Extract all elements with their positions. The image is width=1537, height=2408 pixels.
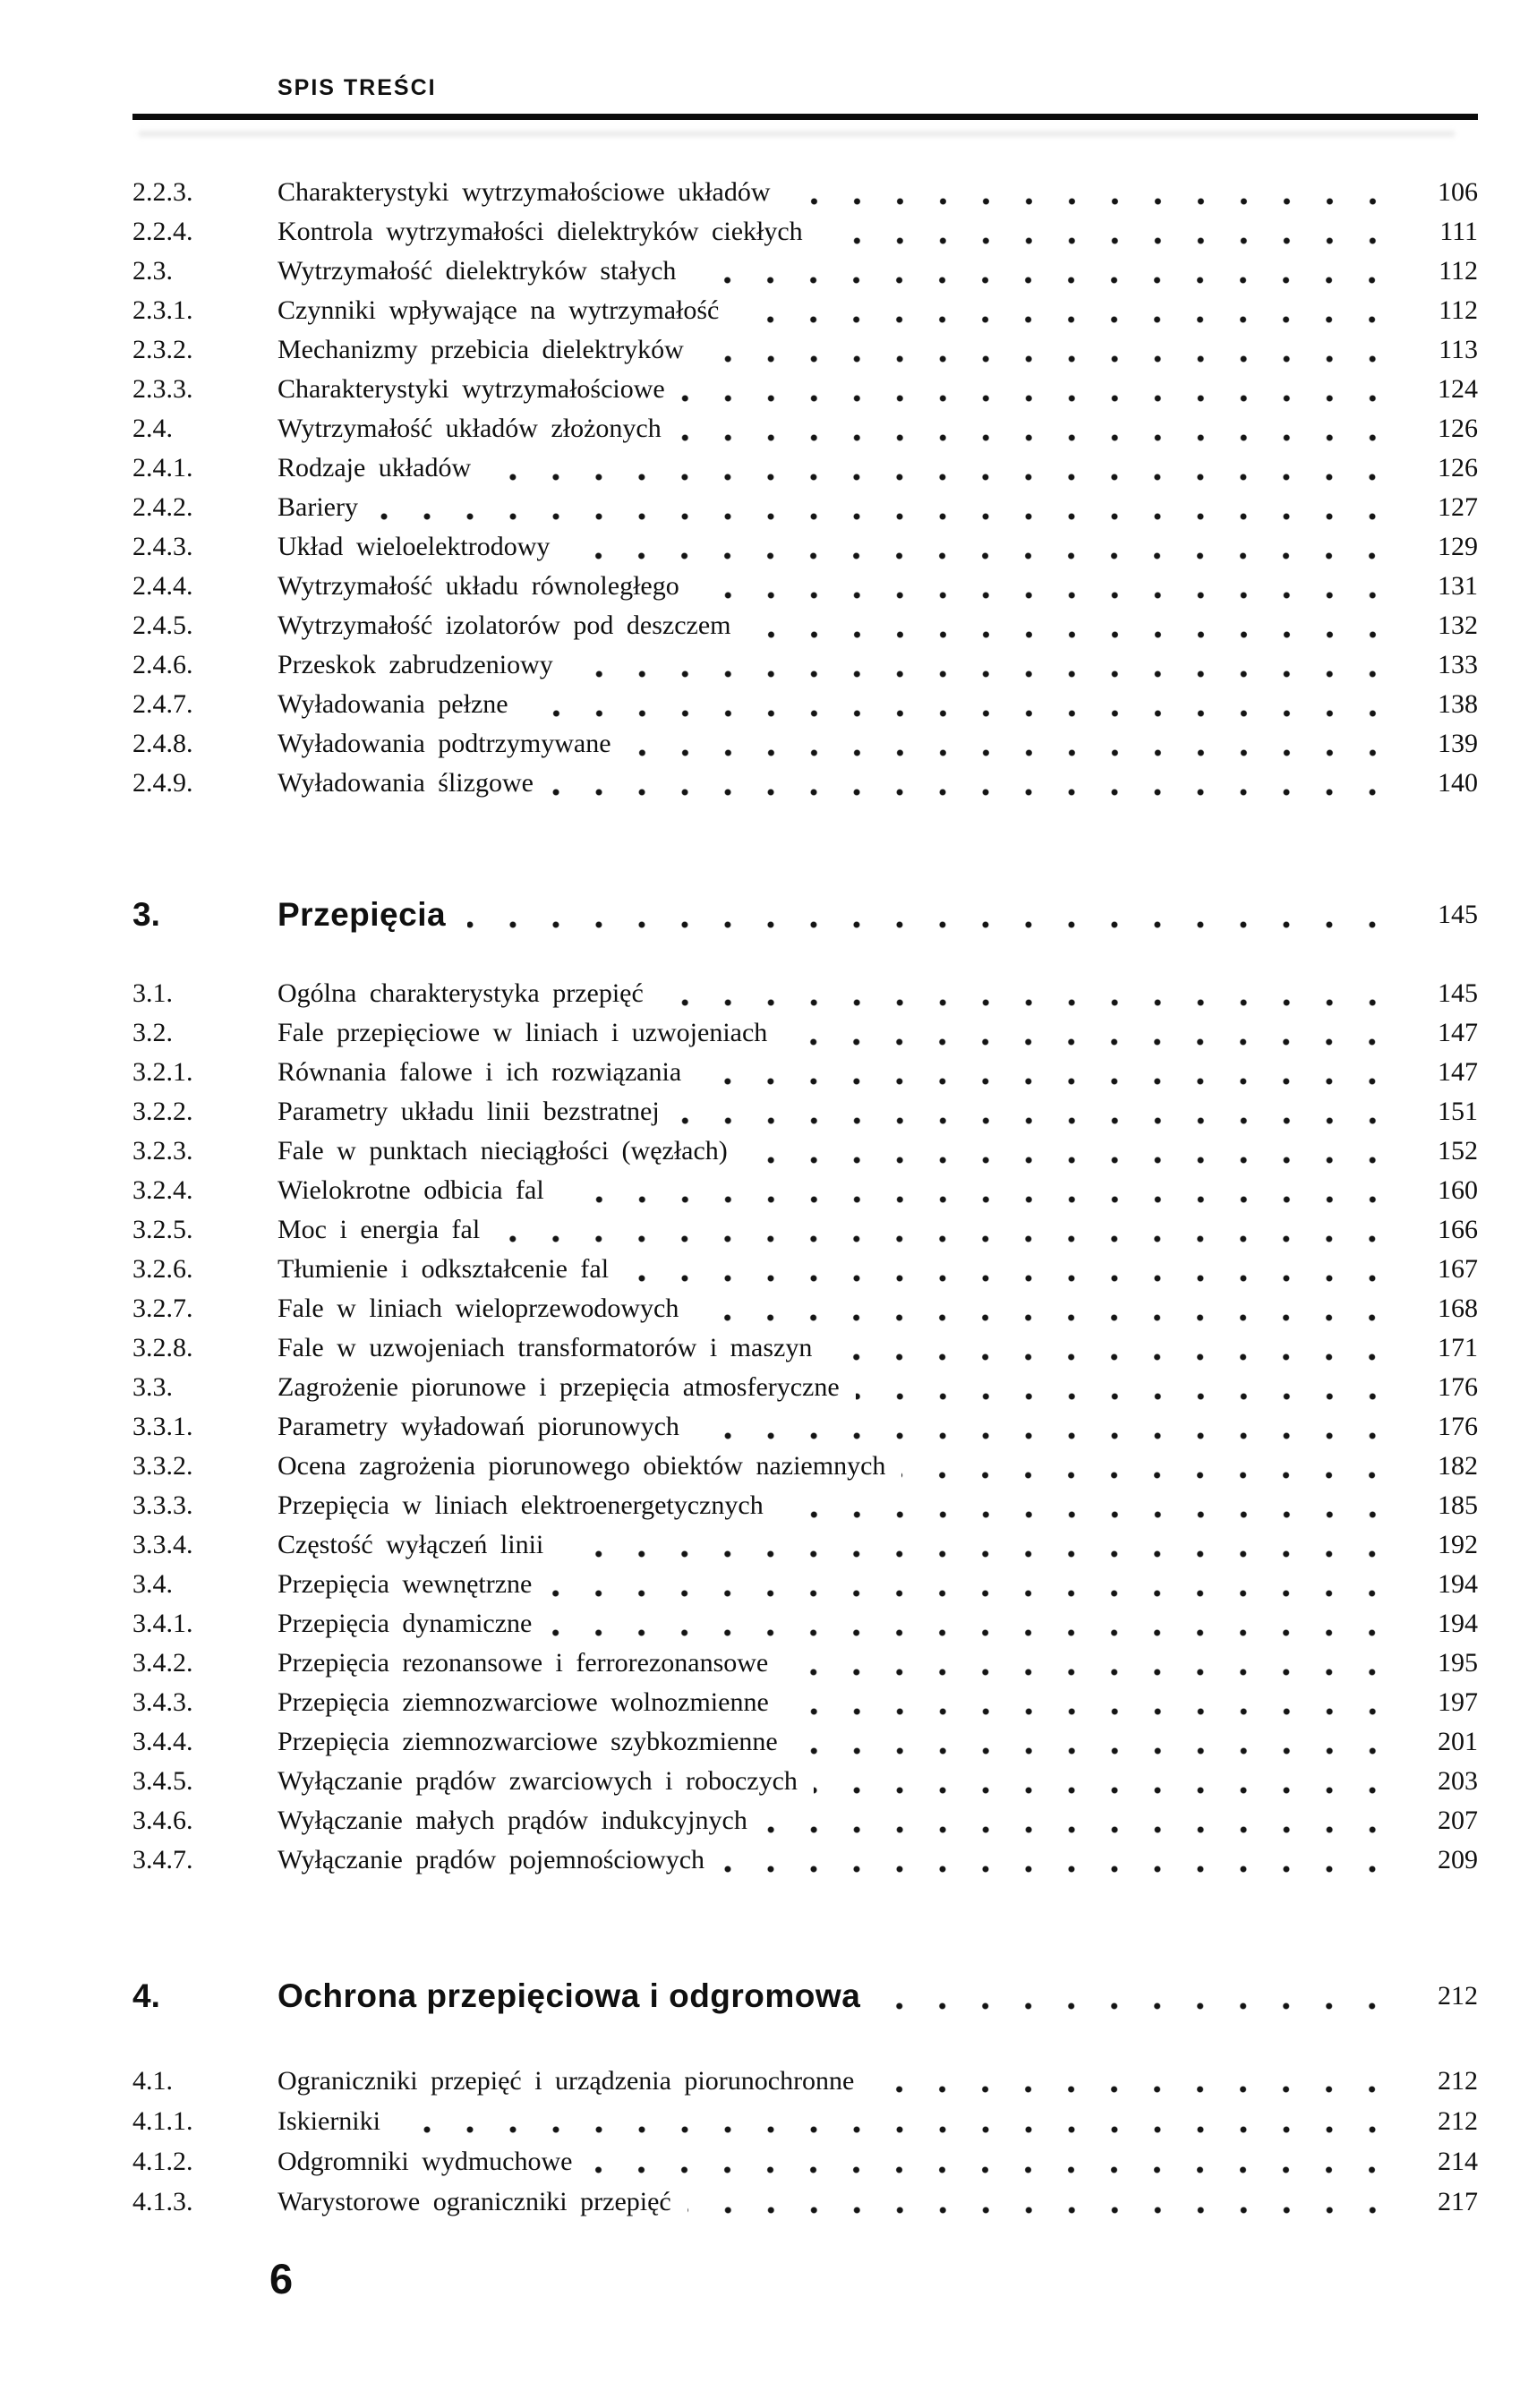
entry-title: Odgromniki wydmuchowe xyxy=(278,2147,573,2176)
toc-entry-row xyxy=(132,1250,1478,1289)
entry-section-number: 3.3.4. xyxy=(132,1530,193,1559)
toc-entry-row xyxy=(132,291,1478,330)
chapter-page-number: 145 xyxy=(1438,900,1478,929)
dot-leader xyxy=(676,1117,1394,1124)
entry-title: Równania falowe i ich rozwiązania xyxy=(278,1057,682,1087)
chapter-title: Przepięcia xyxy=(278,896,447,933)
entry-page-number: 168 xyxy=(1438,1294,1478,1323)
toc-entry-row xyxy=(132,173,1478,212)
dot-leader xyxy=(819,237,1394,244)
entry-section-number: 2.4.3. xyxy=(132,532,193,561)
dot-leader xyxy=(764,1826,1394,1833)
entry-title: Fale w liniach wieloprzewodowych xyxy=(278,1294,679,1323)
entry-page-number: 145 xyxy=(1438,978,1478,1008)
toc-entry-row xyxy=(132,1525,1478,1565)
toc-chapter4-heading-row xyxy=(132,1969,1478,2023)
chapter-number: 3. xyxy=(132,896,160,933)
entry-title: Fale w uzwojeniach transformatorów i maszyn xyxy=(278,1333,813,1362)
entry-page-number: 124 xyxy=(1438,374,1478,404)
entry-page-number: 160 xyxy=(1438,1175,1478,1205)
toc-entry-row xyxy=(132,645,1478,685)
toc-entry-row xyxy=(132,1447,1478,1486)
footer-page-number: 6 xyxy=(269,2255,294,2302)
dot-leader xyxy=(588,2166,1394,2173)
toc-entry-row xyxy=(132,2182,1478,2222)
entry-title: Ocena zagrożenia piorunowego obiektów naziemnych xyxy=(278,1451,886,1481)
dot-leader xyxy=(695,1314,1394,1321)
entry-page-number: 182 xyxy=(1438,1451,1478,1481)
entry-title: Warystorowe ograniczniki przepięć xyxy=(278,2187,671,2216)
entry-section-number: 2.4.9. xyxy=(132,768,193,798)
entry-title: Kontrola wytrzymałości dielektryków ciekłych xyxy=(278,217,803,246)
entry-title: Wielokrotne odbicia fal xyxy=(278,1175,544,1205)
dot-leader xyxy=(374,513,1394,520)
dot-leader xyxy=(525,710,1394,717)
dot-leader xyxy=(700,355,1394,363)
dot-leader xyxy=(569,670,1394,678)
entry-section-number: 2.4.5. xyxy=(132,611,193,640)
toc-entry-row xyxy=(132,1368,1478,1407)
entry-section-number: 3.2.1. xyxy=(132,1057,193,1087)
entry-section-number: 3.2.6. xyxy=(132,1254,193,1284)
toc-entry-row xyxy=(132,764,1478,803)
toc-entry-row xyxy=(132,974,1478,1013)
entry-title: Przeskok zabrudzeniowy xyxy=(278,650,553,679)
chapter-title: Ochrona przepięciowa i odgromowa xyxy=(278,1977,861,2014)
entry-title: Parametry układu linii bezstratnej xyxy=(278,1097,660,1126)
entry-section-number: 3.2.3. xyxy=(132,1136,193,1166)
entry-section-number: 2.4.6. xyxy=(132,650,193,679)
entry-section-number: 2.3.1. xyxy=(132,295,193,325)
dot-leader xyxy=(467,921,1394,928)
entry-page-number: 195 xyxy=(1438,1648,1478,1678)
entry-page-number: 147 xyxy=(1438,1057,1478,1087)
dot-leader xyxy=(814,1787,1394,1794)
entry-section-number: 2.4. xyxy=(132,414,173,443)
entry-title: Wyłączanie prądów zwarciowych i roboczych xyxy=(278,1766,798,1796)
dot-leader xyxy=(721,1866,1394,1873)
toc-entry-row xyxy=(132,1013,1478,1053)
entry-page-number: 212 xyxy=(1438,2106,1478,2136)
entry-page-number: 217 xyxy=(1438,2187,1478,2216)
toc-entry-row xyxy=(132,724,1478,764)
dot-leader xyxy=(696,592,1394,599)
entry-section-number: 3.2.2. xyxy=(132,1097,193,1126)
entry-page-number: 139 xyxy=(1438,729,1478,758)
dot-leader xyxy=(744,1157,1394,1164)
entry-section-number: 3.3.2. xyxy=(132,1451,193,1481)
toc-chapter4-entry-list xyxy=(132,2061,1478,2222)
dot-leader xyxy=(696,1432,1394,1439)
toc-entry-row xyxy=(132,1171,1478,1210)
toc-entry-row xyxy=(132,2061,1478,2101)
entry-page-number: 132 xyxy=(1438,611,1478,640)
entry-title: Przepięcia rezonansowe i ferrorezonansowe xyxy=(278,1648,769,1678)
entry-page-number: 131 xyxy=(1438,571,1478,601)
entry-section-number: 3.2.8. xyxy=(132,1333,193,1362)
entry-section-number: 3.4.6. xyxy=(132,1806,193,1835)
dot-leader xyxy=(747,631,1394,638)
dot-leader xyxy=(870,2086,1394,2093)
entry-title: Przepięcia dynamiczne xyxy=(278,1609,533,1638)
dot-leader xyxy=(735,316,1394,323)
entry-page-number: 212 xyxy=(1438,2066,1478,2096)
entry-page-number: 209 xyxy=(1438,1845,1478,1874)
entry-title: Moc i energia fal xyxy=(278,1215,481,1244)
entry-section-number: 4.1.2. xyxy=(132,2147,193,2176)
entry-title: Rodzaje układów xyxy=(278,453,472,482)
entry-section-number: 3.4.4. xyxy=(132,1727,193,1756)
entry-section-number: 3.2.5. xyxy=(132,1215,193,1244)
entry-page-number: 176 xyxy=(1438,1412,1478,1441)
entry-section-number: 3.4.3. xyxy=(132,1687,193,1717)
scan-artifact xyxy=(139,132,1455,136)
toc-chapter3-entry-list xyxy=(132,974,1478,1880)
dot-leader xyxy=(548,1590,1394,1597)
dot-leader xyxy=(882,2002,1394,2010)
entry-title: Częstość wyłączeń linii xyxy=(278,1530,544,1559)
entry-title: Zagrożenie piorunowe i przepięcia atmosferyczne xyxy=(278,1372,840,1402)
toc-entry-row xyxy=(132,1722,1478,1762)
entry-section-number: 3.2.7. xyxy=(132,1294,193,1323)
entry-page-number: 126 xyxy=(1438,414,1478,443)
dot-leader xyxy=(660,999,1394,1006)
entry-page-number: 207 xyxy=(1438,1806,1478,1835)
entry-title: Wytrzymałość układów złożonych xyxy=(278,414,662,443)
toc-entry-row xyxy=(132,1092,1478,1131)
entry-title: Układ wieloelektrodowy xyxy=(278,532,551,561)
toc-entry-row xyxy=(132,212,1478,252)
dot-leader xyxy=(566,552,1394,559)
chapter-number: 4. xyxy=(132,1977,160,2014)
dot-leader xyxy=(787,198,1394,205)
entry-title: Wyładowania podtrzymywane xyxy=(278,729,611,758)
toc-entry-row xyxy=(132,1328,1478,1368)
toc-entry-row xyxy=(132,2101,1478,2141)
entry-section-number: 2.2.4. xyxy=(132,217,193,246)
entry-page-number: 201 xyxy=(1438,1727,1478,1756)
dot-leader xyxy=(697,1078,1394,1085)
entry-title: Wyładowania pełzne xyxy=(278,689,508,719)
dot-leader xyxy=(780,1511,1394,1518)
toc-entry-row xyxy=(132,252,1478,291)
toc-entry-row xyxy=(132,330,1478,370)
entry-title: Bariery xyxy=(278,492,358,522)
dot-leader xyxy=(794,1747,1394,1755)
entry-section-number: 2.4.2. xyxy=(132,492,193,522)
entry-page-number: 194 xyxy=(1438,1569,1478,1599)
entry-title: Ogólna charakterystyka przepięć xyxy=(278,978,644,1008)
entry-section-number: 4.1.3. xyxy=(132,2187,193,2216)
dot-leader xyxy=(828,1353,1394,1361)
entry-title: Wytrzymałość dielektryków stałych xyxy=(278,256,677,286)
toc-entry-row xyxy=(132,409,1478,448)
toc-entry-row xyxy=(132,527,1478,567)
entry-page-number: 106 xyxy=(1438,177,1478,207)
toc-entry-row xyxy=(132,1683,1478,1722)
dot-leader xyxy=(687,2207,1394,2214)
entry-section-number: 3.3.3. xyxy=(132,1490,193,1520)
entry-section-number: 3.4.5. xyxy=(132,1766,193,1796)
entry-section-number: 2.3.3. xyxy=(132,374,193,404)
toc-entry-row xyxy=(132,1407,1478,1447)
entry-page-number: 133 xyxy=(1438,650,1478,679)
toc-entry-row xyxy=(132,1289,1478,1328)
dot-leader xyxy=(628,749,1394,756)
dot-leader xyxy=(548,1629,1394,1636)
entry-page-number: 126 xyxy=(1438,453,1478,482)
toc-entry-row xyxy=(132,606,1478,645)
entry-section-number: 3.4.7. xyxy=(132,1845,193,1874)
entry-title: Parametry wyładowań piorunowych xyxy=(278,1412,679,1441)
dot-leader xyxy=(692,277,1394,284)
entry-title: Wytrzymałość układu równoległego xyxy=(278,571,679,601)
page-title: SPIS TREŚCI xyxy=(278,75,437,100)
toc-entry-row xyxy=(132,1762,1478,1801)
entry-page-number: 176 xyxy=(1438,1372,1478,1402)
entry-title: Fale w punktach nieciągłości (węzłach) xyxy=(278,1136,728,1166)
entry-section-number: 3.3.1. xyxy=(132,1412,193,1441)
entry-section-number: 2.3. xyxy=(132,256,173,286)
dot-leader xyxy=(784,1669,1394,1676)
entry-page-number: 152 xyxy=(1438,1136,1478,1166)
entry-page-number: 113 xyxy=(1439,335,1478,364)
entry-page-number: 151 xyxy=(1438,1097,1478,1126)
entry-page-number: 140 xyxy=(1438,768,1478,798)
entry-section-number: 2.2.3. xyxy=(132,177,193,207)
dot-leader xyxy=(487,474,1394,481)
entry-page-number: 192 xyxy=(1438,1530,1478,1559)
dot-leader xyxy=(678,434,1394,441)
entry-section-number: 2.4.8. xyxy=(132,729,193,758)
entry-section-number: 4.1.1. xyxy=(132,2106,193,2136)
dot-leader xyxy=(785,1708,1394,1715)
entry-page-number: 129 xyxy=(1438,532,1478,561)
entry-page-number: 197 xyxy=(1438,1687,1478,1717)
entry-section-number: 3.4.2. xyxy=(132,1648,193,1678)
toc-entry-row xyxy=(132,370,1478,409)
entry-title: Charakterystyki wytrzymałościowe układów xyxy=(278,177,771,207)
entry-page-number: 112 xyxy=(1439,295,1478,325)
dot-leader xyxy=(625,1275,1394,1282)
toc-chapter2-entry-list xyxy=(132,173,1478,803)
entry-section-number: 4.1. xyxy=(132,2066,173,2096)
toc-entry-row xyxy=(132,1801,1478,1840)
entry-title: Tłumienie i odkształcenie fal xyxy=(278,1254,610,1284)
dot-leader xyxy=(560,1196,1394,1203)
toc-entry-row xyxy=(132,685,1478,724)
entry-section-number: 3.2.4. xyxy=(132,1175,193,1205)
entry-section-number: 3.2. xyxy=(132,1018,173,1047)
entry-section-number: 2.4.7. xyxy=(132,689,193,719)
toc-chapter3-heading-row xyxy=(132,888,1478,942)
entry-title: Przepięcia wewnętrzne xyxy=(278,1569,533,1599)
dot-leader xyxy=(559,1550,1394,1558)
entry-title: Przepięcia ziemnozwarciowe szybkozmienne xyxy=(278,1727,778,1756)
entry-title: Czynniki wpływające na wytrzymałość xyxy=(278,295,720,325)
toc-entry-row xyxy=(132,567,1478,606)
entry-title: Mechanizmy przebicia dielektryków xyxy=(278,335,684,364)
toc-entry-row xyxy=(132,448,1478,488)
dot-leader xyxy=(901,1472,1394,1479)
entry-page-number: 138 xyxy=(1438,689,1478,719)
entry-page-number: 112 xyxy=(1439,256,1478,286)
entry-section-number: 3.3. xyxy=(132,1372,173,1402)
entry-page-number: 147 xyxy=(1438,1018,1478,1047)
entry-page-number: 214 xyxy=(1438,2147,1478,2176)
entry-page-number: 171 xyxy=(1438,1333,1478,1362)
toc-entry-row xyxy=(132,1565,1478,1604)
entry-title: Wyładowania ślizgowe xyxy=(278,768,534,798)
entry-page-number: 185 xyxy=(1438,1490,1478,1520)
entry-page-number: 166 xyxy=(1438,1215,1478,1244)
entry-section-number: 2.4.4. xyxy=(132,571,193,601)
toc-entry-row xyxy=(132,1840,1478,1880)
entry-page-number: 111 xyxy=(1439,217,1478,246)
entry-title: Wytrzymałość izolatorów pod deszczem xyxy=(278,611,731,640)
entry-page-number: 167 xyxy=(1438,1254,1478,1284)
entry-section-number: 3.4.1. xyxy=(132,1609,193,1638)
toc-entry-row xyxy=(132,1053,1478,1092)
entry-title: Charakterystyki wytrzymałościowe xyxy=(278,374,665,404)
chapter-page-number: 212 xyxy=(1438,1981,1478,2011)
toc-entry-row xyxy=(132,1131,1478,1171)
toc-entry-row xyxy=(132,1604,1478,1644)
entry-page-number: 127 xyxy=(1438,492,1478,522)
dot-leader xyxy=(681,395,1394,402)
entry-page-number: 203 xyxy=(1438,1766,1478,1796)
entry-section-number: 2.4.1. xyxy=(132,453,193,482)
toc-entry-row xyxy=(132,488,1478,527)
dot-leader xyxy=(550,789,1394,796)
toc-entry-row xyxy=(132,2141,1478,2182)
entry-title: Wyłączanie małych prądów indukcyjnych xyxy=(278,1806,747,1835)
dot-leader xyxy=(783,1038,1394,1046)
entry-page-number: 194 xyxy=(1438,1609,1478,1638)
entry-title: Przepięcia w liniach elektroenergetycznych xyxy=(278,1490,764,1520)
entry-section-number: 2.3.2. xyxy=(132,335,193,364)
entry-title: Iskierniki xyxy=(278,2106,380,2136)
entry-title: Wyłączanie prądów pojemnościowych xyxy=(278,1845,705,1874)
entry-title: Ograniczniki przepięć i urządzenia piorunochronne xyxy=(278,2066,855,2096)
toc-entry-row xyxy=(132,1210,1478,1250)
entry-section-number: 3.4. xyxy=(132,1569,173,1599)
header-divider-rule xyxy=(132,114,1478,120)
toc-entry-row xyxy=(132,1486,1478,1525)
dot-leader xyxy=(397,2126,1394,2133)
toc-entry-row xyxy=(132,1644,1478,1683)
entry-title: Przepięcia ziemnozwarciowe wolnozmienne xyxy=(278,1687,769,1717)
entry-section-number: 3.1. xyxy=(132,978,173,1008)
entry-title: Fale przepięciowe w liniach i uzwojeniach xyxy=(278,1018,768,1047)
dot-leader xyxy=(496,1235,1394,1242)
dot-leader xyxy=(856,1393,1394,1400)
